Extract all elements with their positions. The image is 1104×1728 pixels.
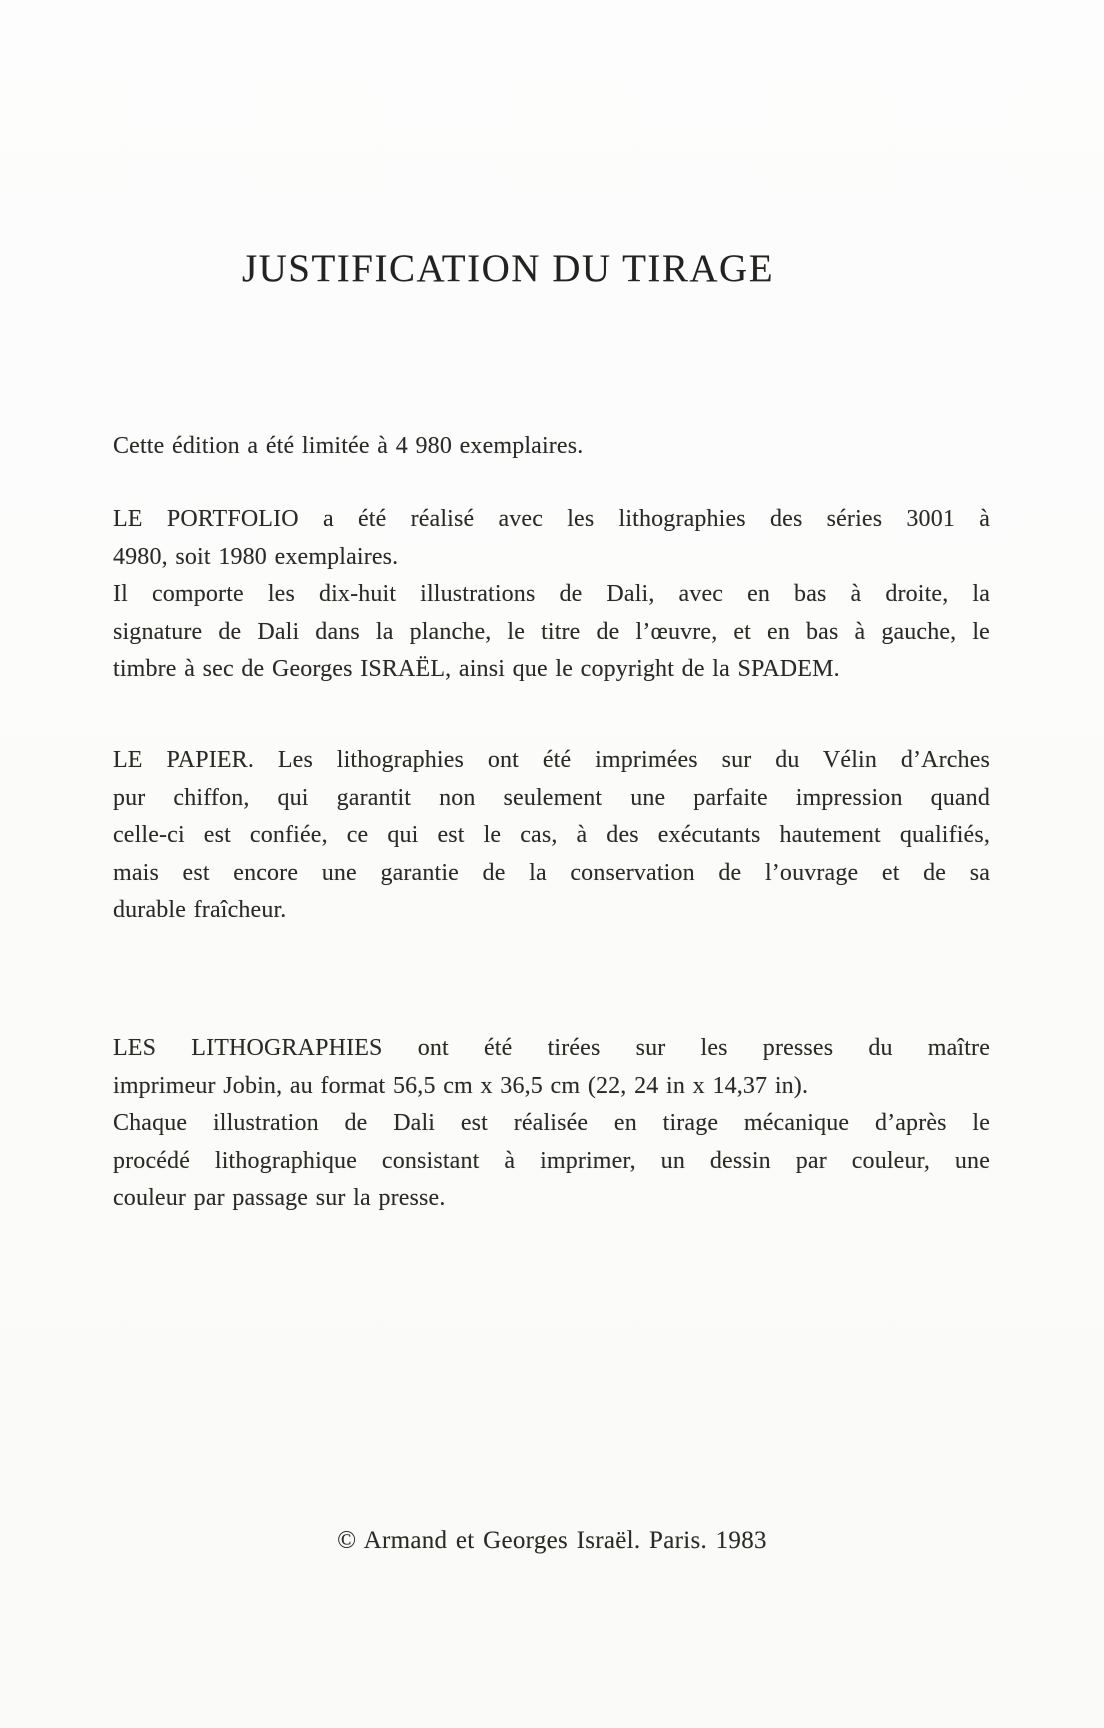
paragraph-papier xyxy=(113,742,990,930)
text-line: Cette édition a été limitée à 4 980 exemplaires. xyxy=(113,433,584,459)
text-line: Chaque illustration de Dali est réalisée en tirage mécanique d’après le xyxy=(113,1110,990,1136)
text-line: LES LITHOGRAPHIES ont été tirées sur les presses du maître xyxy=(113,1035,990,1061)
page-title: JUSTIFICATION DU TIRAGE xyxy=(241,247,775,290)
paragraph-portfolio xyxy=(113,501,990,689)
text-line: procédé lithographique consistant à imprimer, un dessin par couleur, une xyxy=(113,1147,990,1174)
text-line: timbre à sec de Georges ISRAËL, ainsi que le copyright de la SPADEM. xyxy=(113,656,840,682)
text-line: imprimeur Jobin, au format 56,5 cm x 36,5 cm (22, 24 in x 14,37 in). xyxy=(113,1072,809,1099)
paragraph-edition-limit xyxy=(113,428,990,466)
text-line: Il comporte les dix-huit illustrations de Dali, avec en bas à droite, la xyxy=(113,581,990,607)
text-line: pur chiffon, qui garantit non seulement une parfaite impression quand xyxy=(113,784,990,811)
paragraph-lithographies xyxy=(113,1030,990,1218)
text-line: LE PORTFOLIO a été réalisé avec les lithographies des séries 3001 à xyxy=(113,506,990,532)
text-line: couleur par passage sur la presse. xyxy=(113,1185,446,1211)
text-line: durable fraîcheur. xyxy=(113,897,287,923)
text-line: 4980, soit 1980 exemplaires. xyxy=(113,543,399,570)
text-line: LE PAPIER. Les lithographies ont été imprimées sur du Vélin d’Arches xyxy=(113,747,990,773)
text-line: signature de Dali dans la planche, le titre de l’œuvre, et en bas à gauche, le xyxy=(113,618,990,645)
copyright-line: © Armand et Georges Israël. Paris. 1983 xyxy=(337,1527,767,1554)
text-line: celle-ci est confiée, ce qui est le cas, à des exécutants hautement qualifiés, xyxy=(113,822,990,848)
text-line: mais est encore une garantie de la conservation de l’ouvrage et de sa xyxy=(113,859,990,886)
